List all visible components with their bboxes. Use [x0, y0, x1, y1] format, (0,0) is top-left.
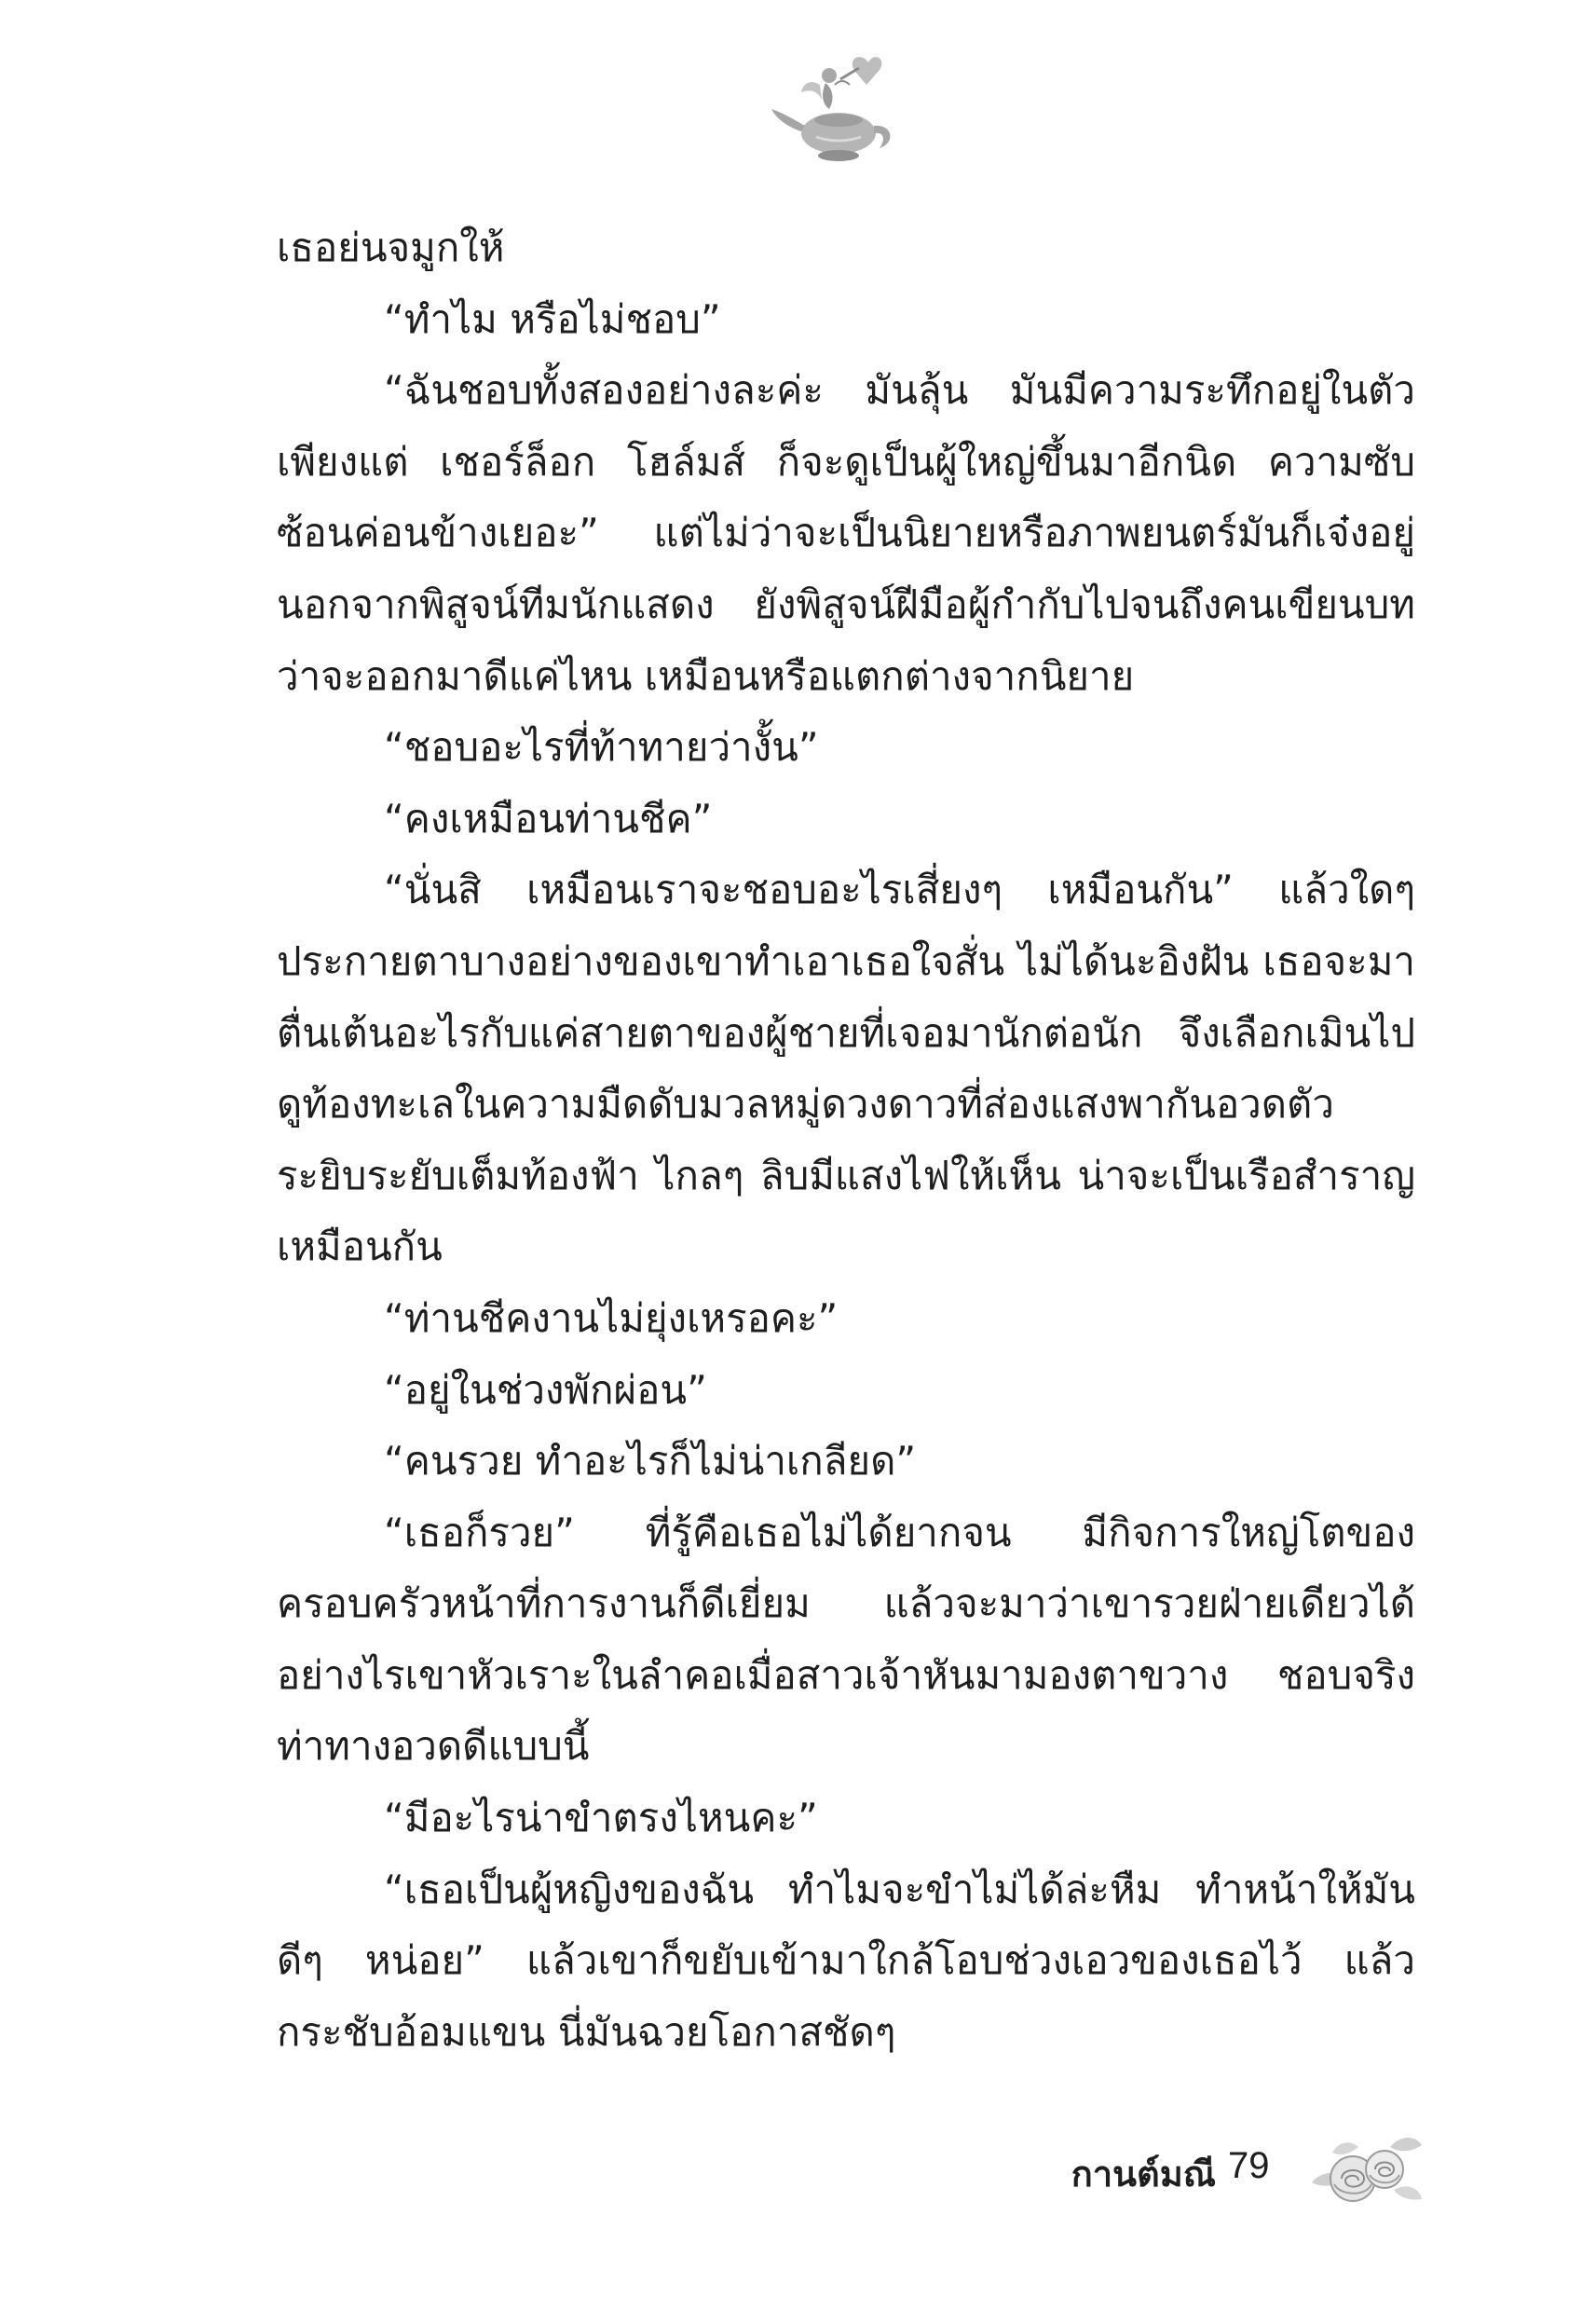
chapter-body	[277, 212, 1415, 2068]
paragraph: “ชอบอะไรที่ท้าทายว่างั้น”	[384, 724, 819, 771]
page-number: 79	[1228, 2145, 1270, 2186]
paragraph: “เธอก็รวย” ที่รู้คือเธอไม่ได้ยากจน มีกิจการใหญ่โตของครอบครัวหน้าที่การงานก็ดีเยี่ยม แล้วจะมาว่าเขารวยฝ่ายเดียวได้อย่างไรเขาหัวเราะในลำคอเมื่อสาวเจ้าหันมามองตาขวาง ชอบจริงท่าทางอวดดีแบบนี้	[277, 1509, 1415, 1770]
paragraph: “คนรวย ทำอะไรก็ไม่น่าเกลียด”	[384, 1438, 917, 1484]
paragraph: “ทำไม หรือไม่ชอบ”	[384, 295, 721, 342]
paragraph: “นั่นสิ เหมือนเราจะชอบอะไรเสี่ยงๆ เหมือนกัน” แล้วใดๆ ประกายตาบางอย่างของเขาทำเอาเธอใจสั่น ไม่ได้นะอิงฝัน เธอจะมาตื่นเต้นอะไรกับแค่สายตาของผู้ชายที่เจอมานักต่อนัก จึงเลือกเมินไปดูท้องทะเลในความมืดดับมวลหมู่ดวงดาวที่ส่องแสงพากันอวดตัวระยิบระยับเต็มท้องฟ้า ไกลๆ ลิบมีแสงไฟให้เห็น น่าจะเป็นเรือสำราญเหมือนกัน	[277, 867, 1415, 1270]
paragraph: เธอย่นจมูกให้	[277, 225, 505, 270]
paragraph: “มีอะไรน่าขำตรงไหนคะ”	[384, 1795, 818, 1841]
paragraph: “ท่านชีคงานไม่ยุ่งเหรอคะ”	[384, 1294, 839, 1341]
paragraph: “เธอเป็นผู้หญิงของฉัน ทำไมจะขำไม่ได้ล่ะหืม ทำหน้าให้มันดีๆ หน่อย” แล้วเขาก็ขยับเข้ามาใกล้โอบช่วงเอวของเธอไว้ แล้วกระชับอ้อมแขน นี่มันฉวยโอกาสชัดๆ	[277, 1866, 1415, 2055]
rose-flowers-icon	[1304, 2125, 1425, 2218]
paragraph: “ฉันชอบทั้งสองอย่างละค่ะ มันลุ้น มันมีความระทึกอยู่ในตัว เพียงแต่ เชอร์ล็อก โฮล์มส์ ก็จะดูเป็นผู้ใหญ่ขึ้นมาอีกนิด ความซับซ้อนค่อนข้างเยอะ” แต่ไม่ว่าจะเป็นนิยายหรือภาพยนตร์มันก็เจ๋งอยู่ นอกจากพิสูจน์ทีมนักแสดง ยังพิสูจน์ฝีมือผู้กำกับไปจนถึงคนเขียนบทว่าจะออกมาดีแค่ไหน เหมือนหรือแตกต่างจากนิยาย	[277, 367, 1415, 699]
cupid-teapot-icon	[764, 51, 904, 172]
paragraph: “อยู่ในช่วงพักผ่อน”	[384, 1366, 707, 1413]
page-footer	[0, 2125, 1596, 2218]
paragraph: “คงเหมือนท่านชีค”	[384, 795, 713, 841]
book-title: กานต์มณี	[1071, 2154, 1216, 2195]
